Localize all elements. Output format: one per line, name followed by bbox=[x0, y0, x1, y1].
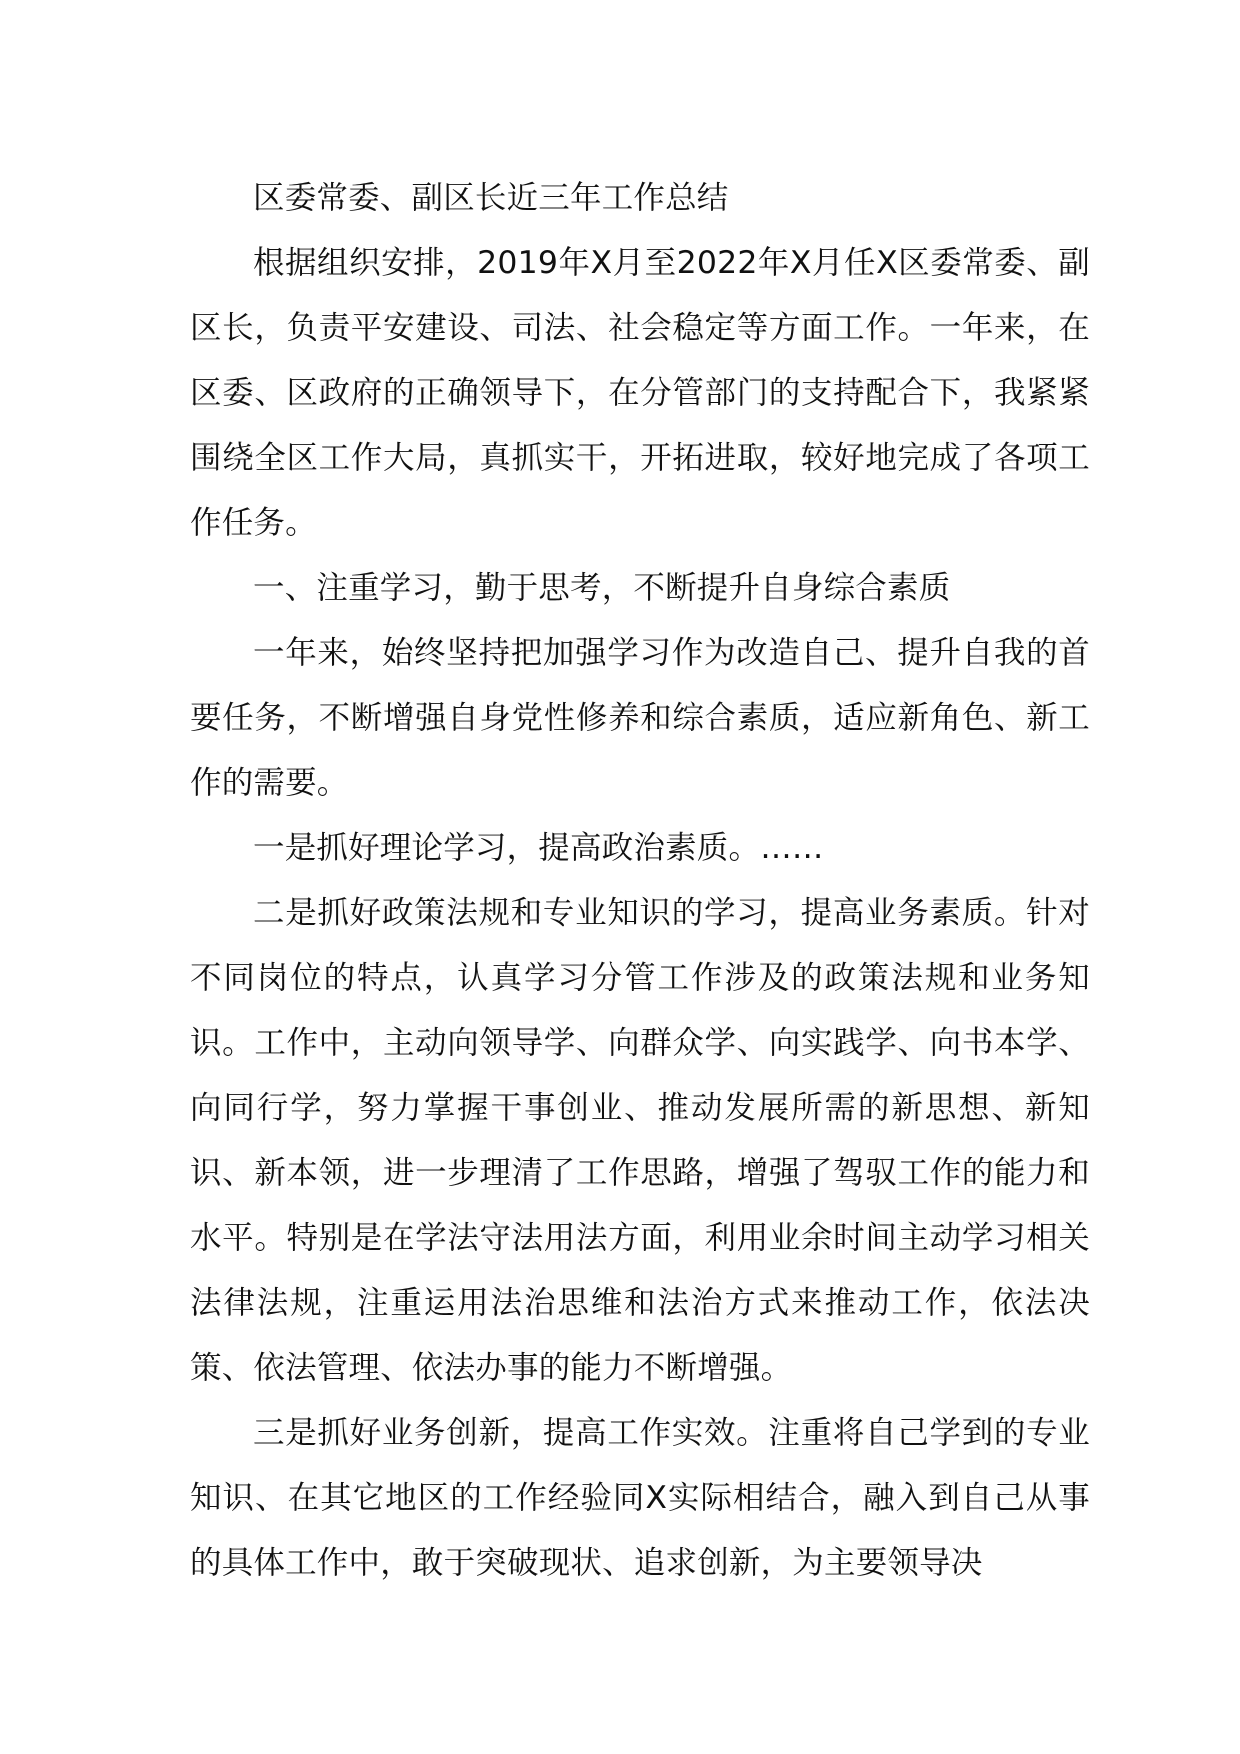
section-heading-1: 一、注重学习，勤于思考，不断提升自身综合素质 bbox=[253, 570, 951, 606]
document-title: 区委常委、副区长近三年工作总结 bbox=[253, 180, 729, 216]
paragraph-theory-study: 一是抓好理论学习，提高政治素质。…… bbox=[253, 830, 824, 866]
paragraph-policy-study: 二是抓好政策法规和专业知识的学习，提高业务素质。针对不同岗位的特点，认真学习分管工作涉及的政策法规和业务知识。工作中，主动向领导学、向群众学、向实践学、向书本学、向同行学，努力掌握干事创业、推动发展所需的新思想、新知识、新本领，进一步理清了工作思路，增强了驾驭工作的能力和水平。特别是在学法守法用法方面，利用业余时间主动学习相关法律法规，注重运用法治思维和法治方式来推动工作，依法决策、依法管理、依法办事的能力不断增强。 bbox=[190, 895, 1090, 1386]
paragraph-intro: 根据组织安排，2019年X月至2022年X月任X区委常委、副区长，负责平安建设、司法、社会稳定等方面工作。一年来，在区委、区政府的正确领导下，在分管部门的支持配合下，我紧紧围绕全区工作大局，真抓实干，开拓进取，较好地完成了各项工作任务。 bbox=[190, 245, 1090, 541]
paragraph-section-1-summary: 一年来，始终坚持把加强学习作为改造自己、提升自我的首要任务，不断增强自身党性修养和综合素质，适应新角色、新工作的需要。 bbox=[190, 635, 1090, 801]
document-body bbox=[190, 166, 1090, 1596]
paragraph-innovation: 三是抓好业务创新，提高工作实效。注重将自己学到的专业知识、在其它地区的工作经验同X实际相结合，融入到自己从事的具体工作中，敢于突破现状、追求创新，为主要领导决 bbox=[190, 1415, 1090, 1581]
